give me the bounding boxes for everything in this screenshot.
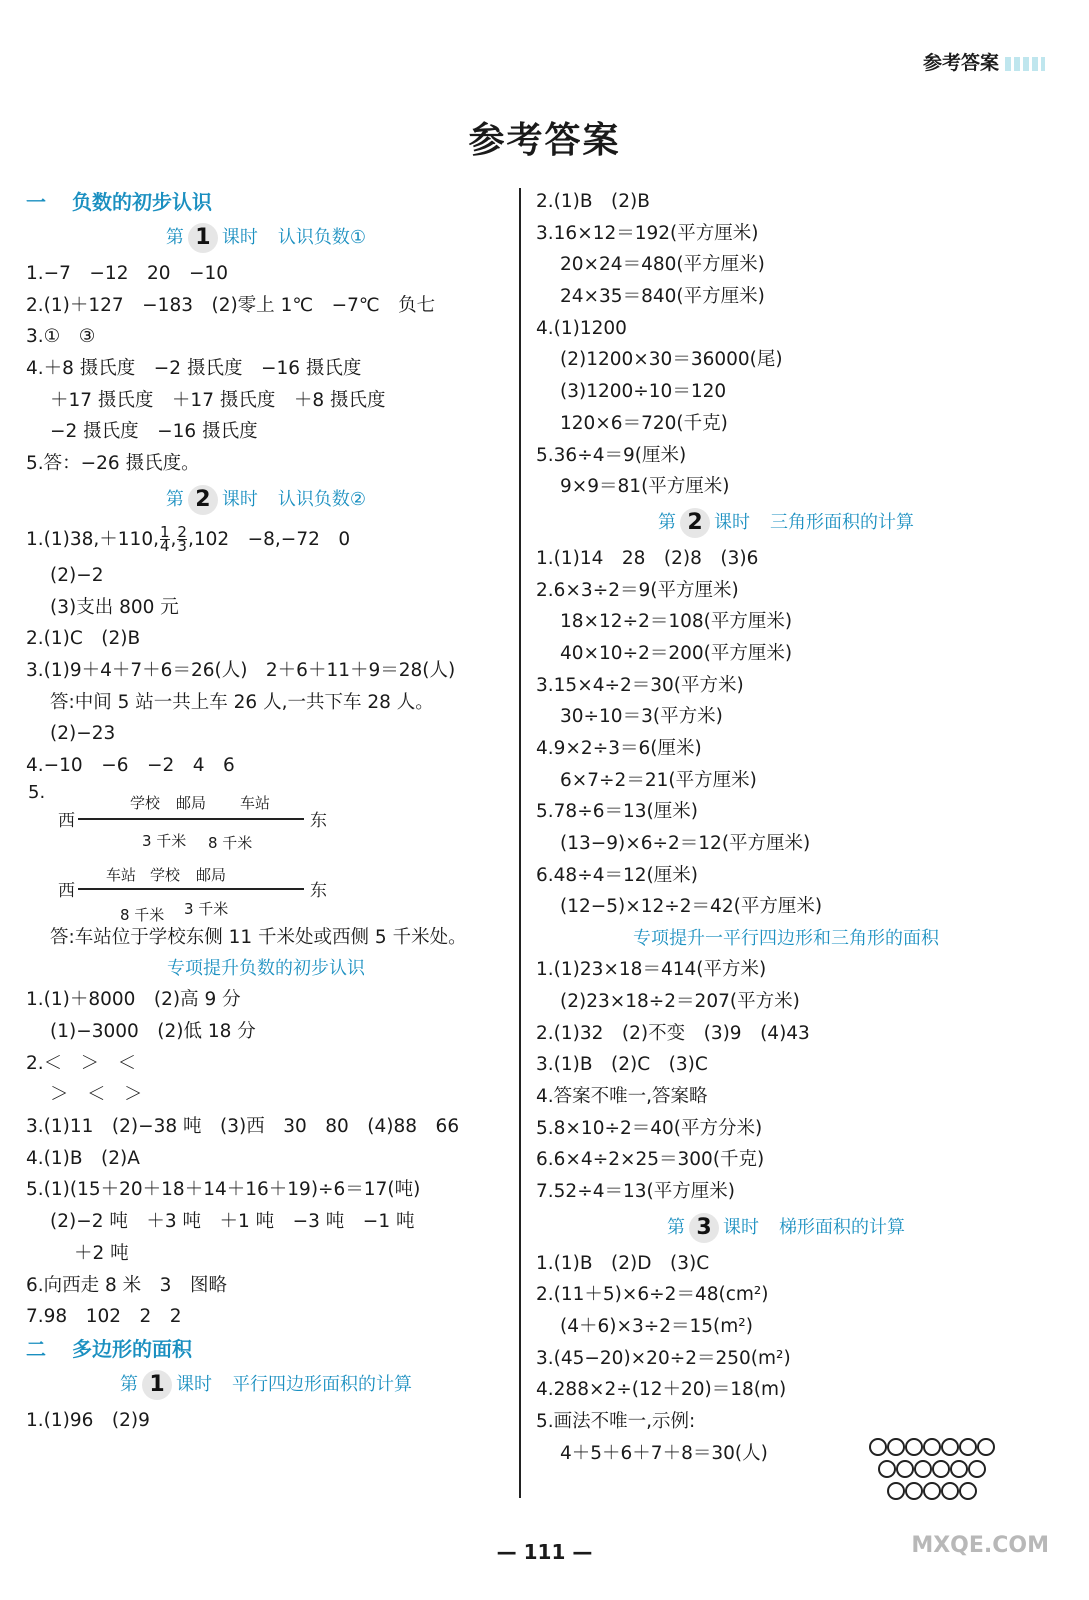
special-label: 专项提升一 — [633, 928, 723, 950]
header-decoration — [1005, 57, 1045, 71]
distance-label: 8 千米 — [208, 833, 253, 852]
fraction-numerator: 1 — [159, 523, 170, 542]
right-column — [536, 186, 1036, 1469]
answer-line: 1.(1)14 28 (2)8 (3)6 — [536, 547, 759, 569]
lesson-heading — [536, 503, 1036, 543]
answer-line: 30÷10＝3(平方米) — [560, 706, 723, 728]
answer-line: (4＋6)×3÷2＝15(m²) — [560, 1316, 753, 1337]
answer-line: (2)1200×30＝36000(尾) — [560, 349, 783, 371]
watermark: MXQE.COM — [911, 1533, 1049, 1558]
answer-line: 3.(1)9＋4＋7＋6＝26(人) 2＋6＋11＋9＝28(人) — [26, 659, 456, 681]
answer-line: 1.(1)＋8000 (2)高 9 分 — [26, 989, 241, 1011]
chapter-heading — [26, 186, 506, 218]
answer-line: 1.(1)B (2)D (3)C — [536, 1252, 710, 1274]
special-heading — [26, 953, 506, 984]
circle-pyramid — [869, 1438, 995, 1504]
answer-line: (2)−2 吨 ＋3 吨 ＋1 吨 −3 吨 −1 吨 — [50, 1211, 415, 1233]
place-label: 邮局 — [196, 865, 227, 884]
special-heading — [536, 923, 1036, 954]
answer-line: 7.52÷4＝13(平方厘米) — [536, 1180, 735, 1202]
answer-line: 1.(1)96 (2)9 — [26, 1409, 150, 1431]
answer-line: 答:车站位于学校东侧 11 千米处或西侧 5 千米处。 — [50, 926, 467, 948]
answer-line: 3.(1)11 (2)−38 吨 (3)西 30 80 (4)88 66 — [26, 1116, 460, 1138]
answer-line: 5.画法不唯一,示例: — [536, 1411, 696, 1433]
east-label: 东 — [310, 880, 327, 901]
answer-line: 答:中间 5 站一共上车 26 人,一共下车 28 人。 — [50, 691, 434, 713]
answer-line: 1.−7 −12 20 −10 — [26, 263, 229, 284]
east-label: 东 — [310, 810, 327, 831]
answer-text: ,102 −8,−72 0 — [187, 528, 351, 550]
lesson-name: 梯形面积的计算 — [779, 1216, 905, 1238]
special-name: 负数的初步认识 — [239, 958, 365, 980]
lesson-name: 认识负数② — [277, 488, 367, 510]
answer-line: 2.(1)＋127 −183 (2)零上 1℃ −7℃ 负七 — [26, 294, 436, 316]
lesson-prefix: 第 — [658, 511, 676, 533]
place-label: 邮局 — [176, 793, 207, 812]
answer-line: −2 摄氏度 −16 摄氏度 — [50, 421, 258, 443]
answer-line: (2)−23 — [50, 723, 116, 745]
answer-line: 3.(1)B (2)C (3)C — [536, 1054, 708, 1076]
answer-line: 4.答案不唯一,答案略 — [536, 1085, 708, 1107]
answer-line: (13−9)×6÷2＝12(平方厘米) — [560, 833, 811, 855]
distance-label: 3 千米 — [184, 899, 229, 918]
answer-line: (3)支出 800 元 — [50, 596, 179, 618]
chapter-heading — [26, 1333, 506, 1365]
answer-line: (2)−2 — [50, 564, 104, 586]
lesson-suffix: 课时 — [221, 488, 258, 510]
distance-label: 8 千米 — [120, 905, 165, 924]
answer-line: 2.(1)32 (2)不变 (3)9 (4)43 — [536, 1022, 810, 1044]
lesson-heading — [26, 218, 506, 258]
road-line — [78, 818, 304, 820]
special-name: 平行四边形和三角形的面积 — [723, 928, 939, 950]
answer-line: 5.8×10÷2＝40(平方分米) — [536, 1117, 763, 1139]
place-label: 车站 — [106, 865, 137, 884]
answer-line: 6.48÷4＝12(厘米) — [536, 864, 698, 886]
lesson-prefix: 第 — [120, 1373, 138, 1395]
answer-line: 2.＜ ＞ ＜ — [26, 1052, 137, 1074]
answer-line: 4.＋8 摄氏度 −2 摄氏度 −16 摄氏度 — [26, 358, 362, 380]
lesson-prefix: 第 — [165, 227, 184, 248]
answer-line: 2.(1)C (2)B — [26, 628, 141, 650]
answer-line: 20×24＝480(平方厘米) — [560, 254, 765, 276]
answer-line: 5.36÷4＝9(厘米) — [536, 444, 687, 466]
west-label: 西 — [58, 880, 75, 901]
road-line — [78, 888, 304, 890]
answer-line: 2.6×3÷2＝9(平方厘米) — [536, 579, 739, 601]
answer-line: 6.6×4÷2×25＝300(千克) — [536, 1149, 765, 1171]
lesson-suffix: 课时 — [221, 227, 258, 248]
lesson-name: 平行四边形面积的计算 — [232, 1373, 412, 1395]
answer-line: 24×35＝840(平方厘米) — [560, 286, 765, 308]
special-label: 专项提升 — [167, 958, 239, 980]
lesson-name: 三角形面积的计算 — [770, 511, 914, 533]
lesson-suffix: 课时 — [176, 1373, 212, 1395]
answer-line: 4.(1)B (2)A — [26, 1147, 140, 1169]
lesson-number: 3 — [689, 1213, 719, 1243]
answer-line: 4.288×2÷(12＋20)＝18(m) — [536, 1379, 787, 1401]
question-label: 5. — [28, 781, 46, 803]
lesson-prefix: 第 — [667, 1216, 685, 1238]
answer-line: 9×9＝81(平方厘米) — [560, 476, 730, 498]
answer-line: 3.(45−20)×20÷2＝250(m²) — [536, 1347, 791, 1369]
answer-line: 120×6＝720(千克) — [560, 412, 728, 434]
answer-line-fractions — [26, 520, 506, 560]
west-label: 西 — [58, 810, 75, 831]
answer-line: 2.(1)B (2)B — [536, 191, 650, 212]
answer-line: 3.15×4÷2＝30(平方米) — [536, 674, 744, 696]
answer-line: 4.(1)1200 — [536, 317, 627, 339]
lesson-number: 1 — [142, 1370, 172, 1400]
place-label: 车站 — [240, 793, 271, 812]
answer-line: (1)−3000 (2)低 18 分 — [50, 1021, 256, 1042]
header-tag — [923, 48, 1045, 75]
lesson-suffix: 课时 — [714, 511, 750, 533]
lesson-suffix: 课时 — [723, 1216, 759, 1238]
lesson-number: 1 — [188, 223, 218, 253]
lesson-name: 认识负数① — [277, 227, 367, 248]
lesson-prefix: 第 — [165, 488, 184, 510]
chapter-title: 多边形的面积 — [72, 1336, 192, 1361]
number-line-diagram-1 — [26, 782, 506, 852]
page-number: — 111 — — [496, 1540, 593, 1564]
place-label: 学校 — [150, 865, 181, 884]
lesson-number: 2 — [680, 508, 710, 538]
fraction-numerator: 2 — [177, 523, 187, 542]
chapter-number: 一 — [26, 190, 46, 214]
chapter-title: 负数的初步认识 — [72, 190, 212, 214]
answer-line: 6×7÷2＝21(平方厘米) — [560, 769, 757, 791]
answer-line: 7.98 102 2 2 — [26, 1306, 182, 1328]
answer-line: ＋2 吨 — [74, 1242, 129, 1264]
fraction — [159, 523, 170, 556]
lesson-number: 2 — [188, 485, 218, 515]
column-divider — [519, 188, 521, 1498]
answer-line: 6.向西走 8 米 3 图略 — [26, 1274, 227, 1296]
answer-line: (2)23×18÷2＝207(平方米) — [560, 990, 800, 1012]
answer-line: (12−5)×12÷2＝42(平方厘米) — [560, 896, 823, 918]
answer-text: , — [170, 528, 177, 550]
lesson-heading — [536, 1208, 1036, 1248]
header-tag-text: 参考答案 — [922, 52, 999, 74]
answer-line: (3)1200÷10＝120 — [560, 381, 727, 403]
answer-line: 18×12÷2＝108(平方厘米) — [560, 611, 793, 633]
answer-line: 3.16×12＝192(平方厘米) — [536, 222, 759, 244]
lesson-heading — [26, 480, 506, 520]
distance-label: 3 千米 — [142, 831, 187, 850]
left-column — [26, 186, 506, 1437]
answer-line: 4.−10 −6 −2 4 6 — [26, 754, 235, 776]
fraction — [177, 523, 187, 556]
answer-line: 5.78÷6＝13(厘米) — [536, 801, 698, 823]
answer-line: 4.9×2÷3＝6(厘米) — [536, 738, 702, 759]
number-line-diagram-2 — [26, 852, 506, 922]
answer-text: 1.(1)38,＋110, — [26, 528, 159, 550]
answer-line: 2.(11＋5)×6÷2＝48(cm²) — [536, 1284, 769, 1306]
chapter-number: 二 — [26, 1336, 46, 1361]
answer-line: 5.(1)(15＋20＋18＋14＋16＋19)÷6＝17(吨) — [26, 1179, 421, 1201]
answer-line: ＋17 摄氏度 ＋17 摄氏度 ＋8 摄氏度 — [50, 389, 386, 411]
answer-line: 3.① ③ — [26, 326, 96, 348]
answer-line: ＞ ＜ ＞ — [50, 1084, 143, 1106]
place-label: 学校 — [130, 793, 161, 812]
lesson-heading — [26, 1365, 506, 1405]
fraction-denominator: 3 — [177, 537, 187, 556]
page-title: 参考答案 — [468, 120, 621, 161]
answer-line: 4＋5＋6＋7＋8＝30(人) — [560, 1442, 768, 1464]
answer-line: 1.(1)23×18＝414(平方米) — [536, 959, 767, 981]
answer-line: 40×10÷2＝200(平方厘米) — [560, 642, 793, 664]
answer-line: 5.答：−26 摄氏度。 — [26, 453, 200, 475]
fraction-denominator: 4 — [159, 537, 170, 556]
